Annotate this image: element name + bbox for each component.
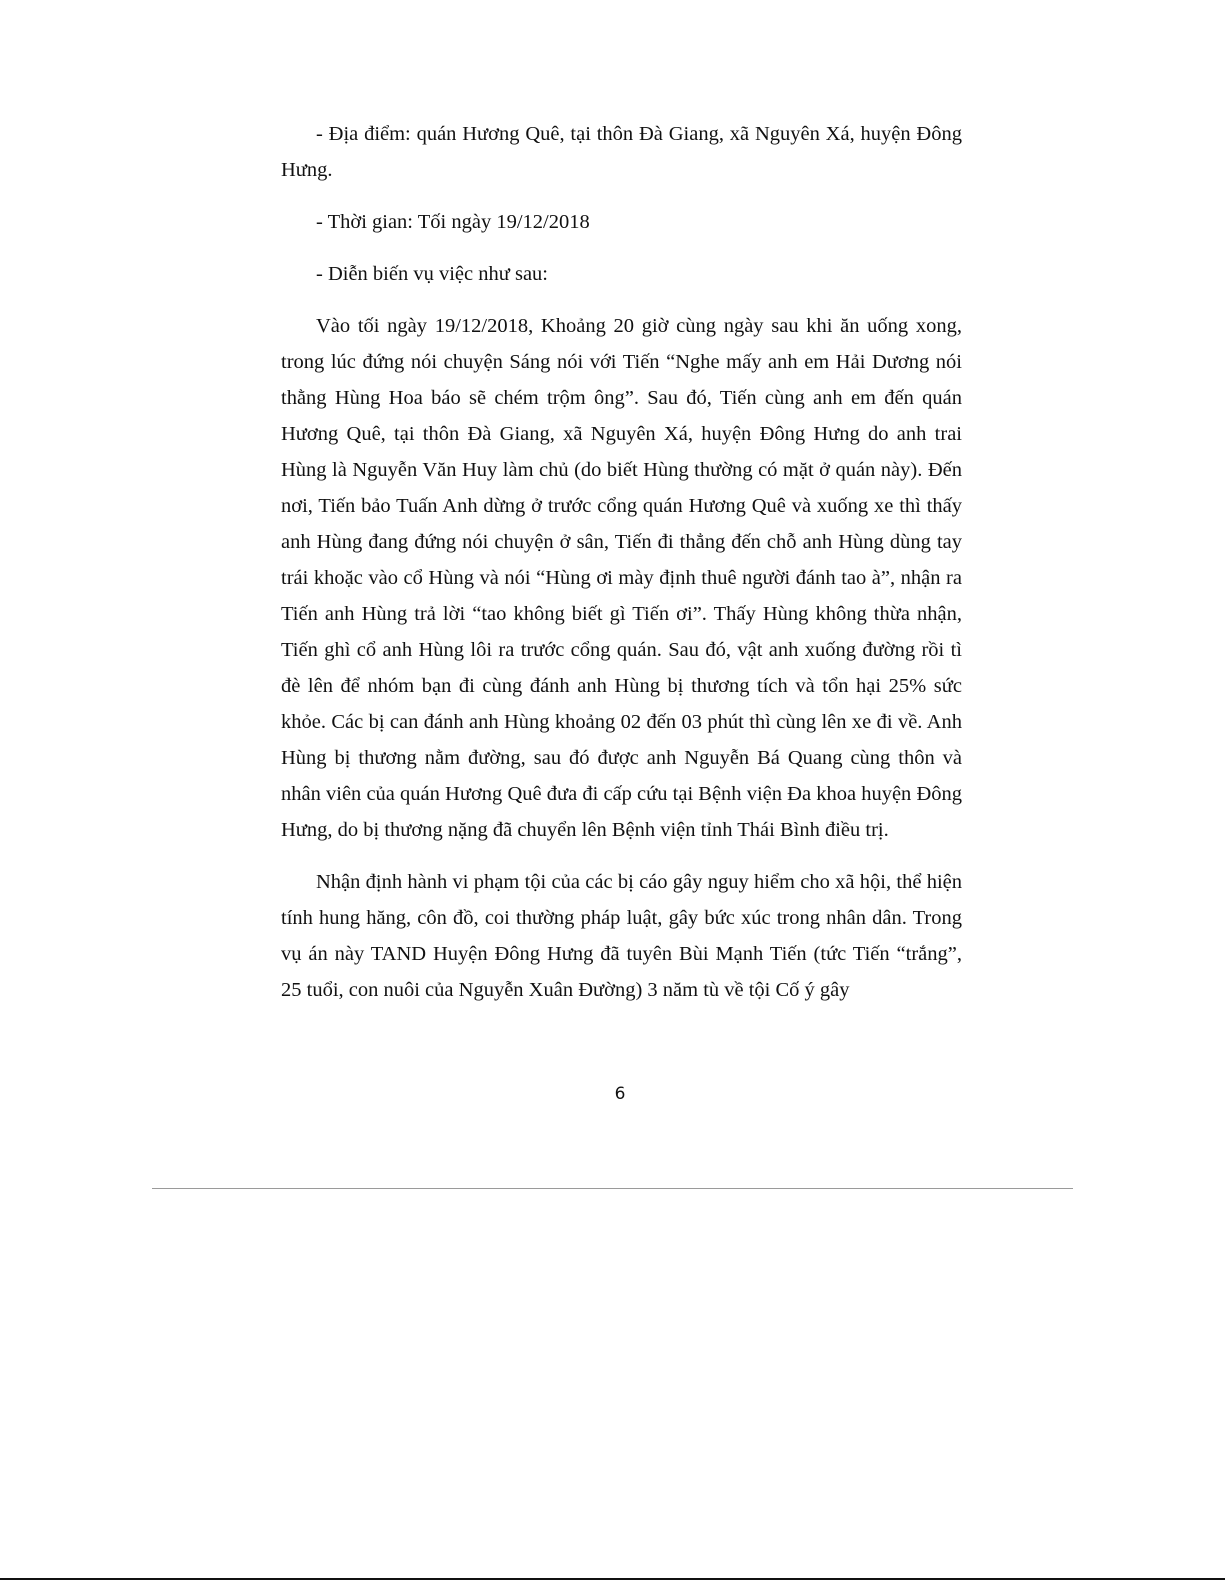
document-body	[281, 116, 962, 1008]
assessment-paragraph: Nhận định hành vi phạm tội của các bị cáo gây nguy hiểm cho xã hội, thể hiện tính hung hăng, côn đồ, coi thường pháp luật, gây bức xúc trong nhân dân. Trong vụ án này TAND Huyện Đông Hưng đã tuyên Bùi Mạnh Tiến (tức Tiến “trắng”, 25 tuổi, con nuôi của Nguyễn Xuân Đường) 3 năm tù về tội Cố ý gây	[281, 871, 962, 1001]
page-number: 6	[614, 1084, 626, 1104]
events-description-paragraph: Vào tối ngày 19/12/2018, Khoảng 20 giờ cùng ngày sau khi ăn uống xong, trong lúc đứng nói chuyện Sáng nói với Tiến “Nghe mấy anh em Hải Dương nói thằng Hùng Hoa báo sẽ chém trộm ông”. Sau đó, Tiến cùng anh em đến quán Hương Quê, tại thôn Đà Giang, xã Nguyên Xá, huyện Đông Hưng do anh trai Hùng là Nguyễn Văn Huy làm chủ (do biết Hùng thường có mặt ở quán này). Đến nơi, Tiến bảo Tuấn Anh dừng ở trước cổng quán Hương Quê và xuống xe thì thấy anh Hùng đang đứng nói chuyện ở sân, Tiến đi thẳng đến chỗ anh Hùng dùng tay trái khoặc vào cổ Hùng và nói “Hùng ơi mày định thuê người đánh tao à”, nhận ra Tiến anh Hùng trả lời “tao không biết gì Tiến ơi”. Thấy Hùng không thừa nhận, Tiến ghì cổ anh Hùng lôi ra trước cổng quán. Sau đó, vật anh xuống đường rồi tì đè lên để nhóm bạn đi cùng đánh anh Hùng bị thương tích và tổn hại 25% sức khỏe. Các bị can đánh anh Hùng khoảng 02 đến 03 phút thì cùng lên xe đi về. Anh Hùng bị thương nằm đường, sau đó được anh Nguyễn Bá Quang cùng thôn và nhân viên của quán Hương Quê đưa đi cấp cứu tại Bệnh viện Đa khoa huyện Đông Hưng, do bị thương nặng đã chuyển lên Bệnh viện tỉnh Thái Bình điều trị.	[281, 315, 962, 841]
time-paragraph: - Thời gian: Tối ngày 19/12/2018	[316, 211, 590, 233]
location-paragraph: - Địa điểm: quán Hương Quê, tại thôn Đà Giang, xã Nguyên Xá, huyện Đông Hưng.	[281, 123, 962, 181]
page-bottom-border	[0, 1578, 1225, 1580]
footer-divider	[152, 1188, 1073, 1189]
events-heading-paragraph: - Diễn biến vụ việc như sau:	[316, 263, 548, 285]
